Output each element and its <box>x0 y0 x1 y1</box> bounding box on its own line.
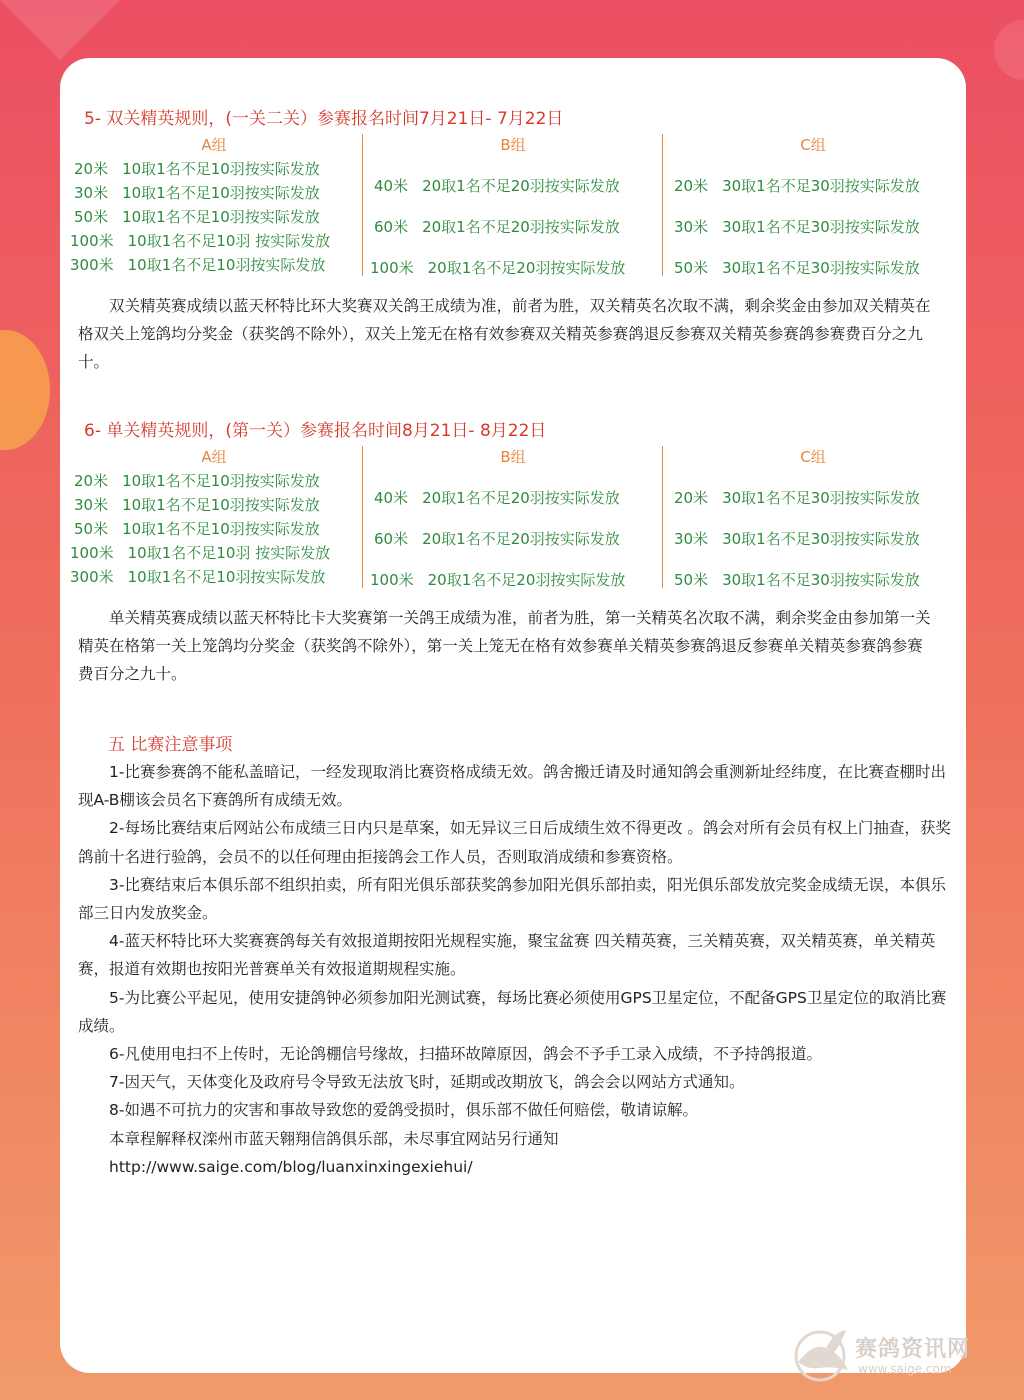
section-6-group-c-row <box>674 487 920 508</box>
rule-text: 20取1名不足20羽按实际发放 <box>422 489 620 507</box>
note-item: 4-蓝天杯特比环大奖赛赛鸽每关有效报道期按阳光规程实施，聚宝盆赛 四关精英赛，三关精英赛，双关精英赛，单关精英赛，报道有效期也按阳光普赛单关有效报道期规程实施。 <box>78 932 936 979</box>
rule-text: 20取1名不足20羽按实际发放 <box>422 177 620 195</box>
section-5-group-b-header: B组 <box>500 136 526 154</box>
section-5-title: 5- 双关精英规则，(一关二关）参赛报名时间7月21日- 7月22日 <box>84 109 564 129</box>
section-6-group-b-row <box>374 528 620 549</box>
rule-text: 20取1名不足20羽按实际发放 <box>422 530 620 548</box>
section-6-group-b-row <box>374 487 620 508</box>
distance: 40米 <box>374 177 409 195</box>
section-6-group-a-row <box>74 518 320 539</box>
section-5-group-c-row <box>674 257 920 278</box>
rule-text: 10取1名不足10羽按实际发放 <box>122 160 320 178</box>
notes-list <box>78 758 954 1181</box>
rule-text: 20取1名不足20羽按实际发放 <box>427 571 626 589</box>
section-6-group-c-row <box>674 569 920 590</box>
note-item: 6-凡使用电扫不上传时，无论鸽棚信号缘故，扫描环故障原因，鸽会不予手工录入成绩，不予持鸽报道。 <box>109 1045 822 1064</box>
notes-title: 五 比赛注意事项 <box>108 735 233 755</box>
background-triangle-decoration <box>0 0 120 60</box>
note-item: 3-比赛结束后本俱乐部不组织拍卖，所有阳光俱乐部获奖鸽参加阳光俱乐部拍卖，阳光俱乐部发放完奖金成绩无误，本俱乐部三日内发放奖金。 <box>78 875 946 923</box>
section-5-group-b-row <box>374 175 620 196</box>
note-item: 1-比赛参赛鸽不能私盖暗记，一经发现取消比赛资格成绩无效。鸽舍搬迁请及时通知鸽会重测新址经纬度，在比赛查棚时出现A-B棚该会员名下赛鸽所有成绩无效。 <box>78 763 946 810</box>
note-item: 8-如遇不可抗力的灾害和事故导致您的爱鸽受损时，俱乐部不做任何赔偿，敬请谅解。 <box>109 1101 698 1120</box>
section-5-divider-2 <box>662 134 663 276</box>
watermark <box>790 1322 990 1392</box>
background-bubble-decoration <box>994 20 1024 80</box>
distance: 50米 <box>674 571 709 589</box>
interpretation-note: 本章程解释权滦州市蓝天翱翔信鸽俱乐部，未尽事宜网站另行通知 <box>109 1129 559 1148</box>
section-6-group-a-row <box>74 470 320 491</box>
rule-text: 10取1名不足10羽按实际发放 <box>122 520 320 538</box>
section-5-group-c-header: C组 <box>800 136 826 154</box>
pigeon-logo-icon <box>790 1322 854 1386</box>
rule-text: 10取1名不足10羽 按实际发放 <box>127 232 331 250</box>
rule-text: 10取1名不足10羽按实际发放 <box>122 208 320 226</box>
distance: 100米 <box>370 259 414 277</box>
watermark-url: www.saige.com <box>858 1362 952 1376</box>
section-5-group-a-row <box>70 254 325 275</box>
content-card <box>60 58 966 1373</box>
note-item: 5-为比赛公平起见，使用安捷鸽钟必须参加阳光测试赛，每场比赛必须使用GPS卫星定位，不配备GPS卫星定位的取消比赛成绩。 <box>78 988 947 1035</box>
distance: 100米 <box>70 544 114 562</box>
distance: 30米 <box>674 530 709 548</box>
rule-text: 10取1名不足10羽按实际发放 <box>122 184 320 202</box>
distance: 100米 <box>370 571 414 589</box>
rule-text: 30取1名不足30羽按实际发放 <box>722 571 920 589</box>
section-6-group-a-header: A组 <box>201 448 227 466</box>
section-5-group-a-header: A组 <box>201 136 227 154</box>
section-6-group-a-row <box>70 542 330 563</box>
distance: 30米 <box>674 218 709 236</box>
distance: 60米 <box>374 218 409 236</box>
section-6-group-c-header: C组 <box>800 448 826 466</box>
rule-text: 10取1名不足10羽按实际发放 <box>122 496 320 514</box>
section-5-group-c-row <box>674 216 920 237</box>
rule-text: 10取1名不足10羽按实际发放 <box>127 568 326 586</box>
section-5-group-a-row <box>74 206 320 227</box>
distance: 50米 <box>74 520 109 538</box>
section-6-group-a-row <box>74 494 320 515</box>
rule-text: 30取1名不足30羽按实际发放 <box>722 259 920 277</box>
section-6-group-a-row <box>70 566 325 587</box>
note-item: 7-因天气，天体变化及政府号令导致无法放飞时，延期或改期放飞，鸽会会以网站方式通知。 <box>109 1073 745 1092</box>
rule-text: 20取1名不足20羽按实际发放 <box>427 259 626 277</box>
section-6-title: 6- 单关精英规则，(第一关）参赛报名时间8月21日- 8月22日 <box>84 421 547 441</box>
watermark-name: 赛鸽资讯网 <box>855 1337 971 1362</box>
background-circle-decoration <box>0 330 50 450</box>
rule-text: 30取1名不足30羽按实际发放 <box>722 489 920 507</box>
distance: 300米 <box>70 256 114 274</box>
distance: 30米 <box>74 184 109 202</box>
section-6-divider-1 <box>362 446 363 588</box>
rule-text: 10取1名不足10羽按实际发放 <box>122 472 320 490</box>
section-6-divider-2 <box>662 446 663 588</box>
section-5-group-a-row <box>70 230 330 251</box>
distance: 60米 <box>374 530 409 548</box>
distance: 20米 <box>674 489 709 507</box>
distance: 20米 <box>74 472 109 490</box>
section-5-group-a-row <box>74 158 320 179</box>
rule-text: 10取1名不足10羽按实际发放 <box>127 256 326 274</box>
section-5-paragraph: 双关精英赛成绩以蓝天杯特比环大奖赛双关鸽王成绩为准，前者为胜，双关精英名次取不满，剩余奖金由参加双关精英在格双关上笼鸽均分奖金（获奖鸽不除外），双关上笼无在格有效参赛双关精英参赛鸽退反参赛双关精英参赛鸽参赛费百分之九十。 <box>78 297 931 371</box>
distance: 20米 <box>74 160 109 178</box>
distance: 300米 <box>70 568 114 586</box>
section-5-group-c-row <box>674 175 920 196</box>
distance: 20米 <box>674 177 709 195</box>
rule-text: 10取1名不足10羽 按实际发放 <box>127 544 331 562</box>
rule-text: 30取1名不足30羽按实际发放 <box>722 530 920 548</box>
distance: 40米 <box>374 489 409 507</box>
section-6-group-b-row <box>370 569 625 590</box>
distance: 30米 <box>74 496 109 514</box>
section-6-group-c-row <box>674 528 920 549</box>
section-6-group-b-header: B组 <box>500 448 526 466</box>
section-5-group-b-row <box>374 216 620 237</box>
distance: 50米 <box>74 208 109 226</box>
section-6-paragraph: 单关精英赛成绩以蓝天杯特比卡大奖赛第一关鸽王成绩为准，前者为胜，第一关精英名次取不满，剩余奖金由参加第一关精英在格第一关上笼鸽均分奖金（获奖鸽不除外），第一关上笼无在格有效参赛单关精英参赛鸽退反参赛单关精英参赛鸽参赛费百分之九十。 <box>78 609 931 683</box>
note-item: 2-每场比赛结束后网站公布成绩三日内只是草案，如无异议三日后成绩生效不得更改 。鸽会对所有会员有权上门抽查，获奖鸽前十名进行验鸽，会员不的以任何理由拒接鸽会工作人员，否则取消成绩和参赛资格。 <box>78 819 951 866</box>
distance: 100米 <box>70 232 114 250</box>
rule-text: 30取1名不足30羽按实际发放 <box>722 177 920 195</box>
section-5-divider-1 <box>362 134 363 276</box>
rule-text: 20取1名不足20羽按实际发放 <box>422 218 620 236</box>
website-link[interactable]: http://www.saige.com/blog/luanxinxingexiehui/ <box>109 1157 473 1176</box>
rule-text: 30取1名不足30羽按实际发放 <box>722 218 920 236</box>
section-5-group-b-row <box>370 257 625 278</box>
distance: 50米 <box>674 259 709 277</box>
section-5-group-a-row <box>74 182 320 203</box>
